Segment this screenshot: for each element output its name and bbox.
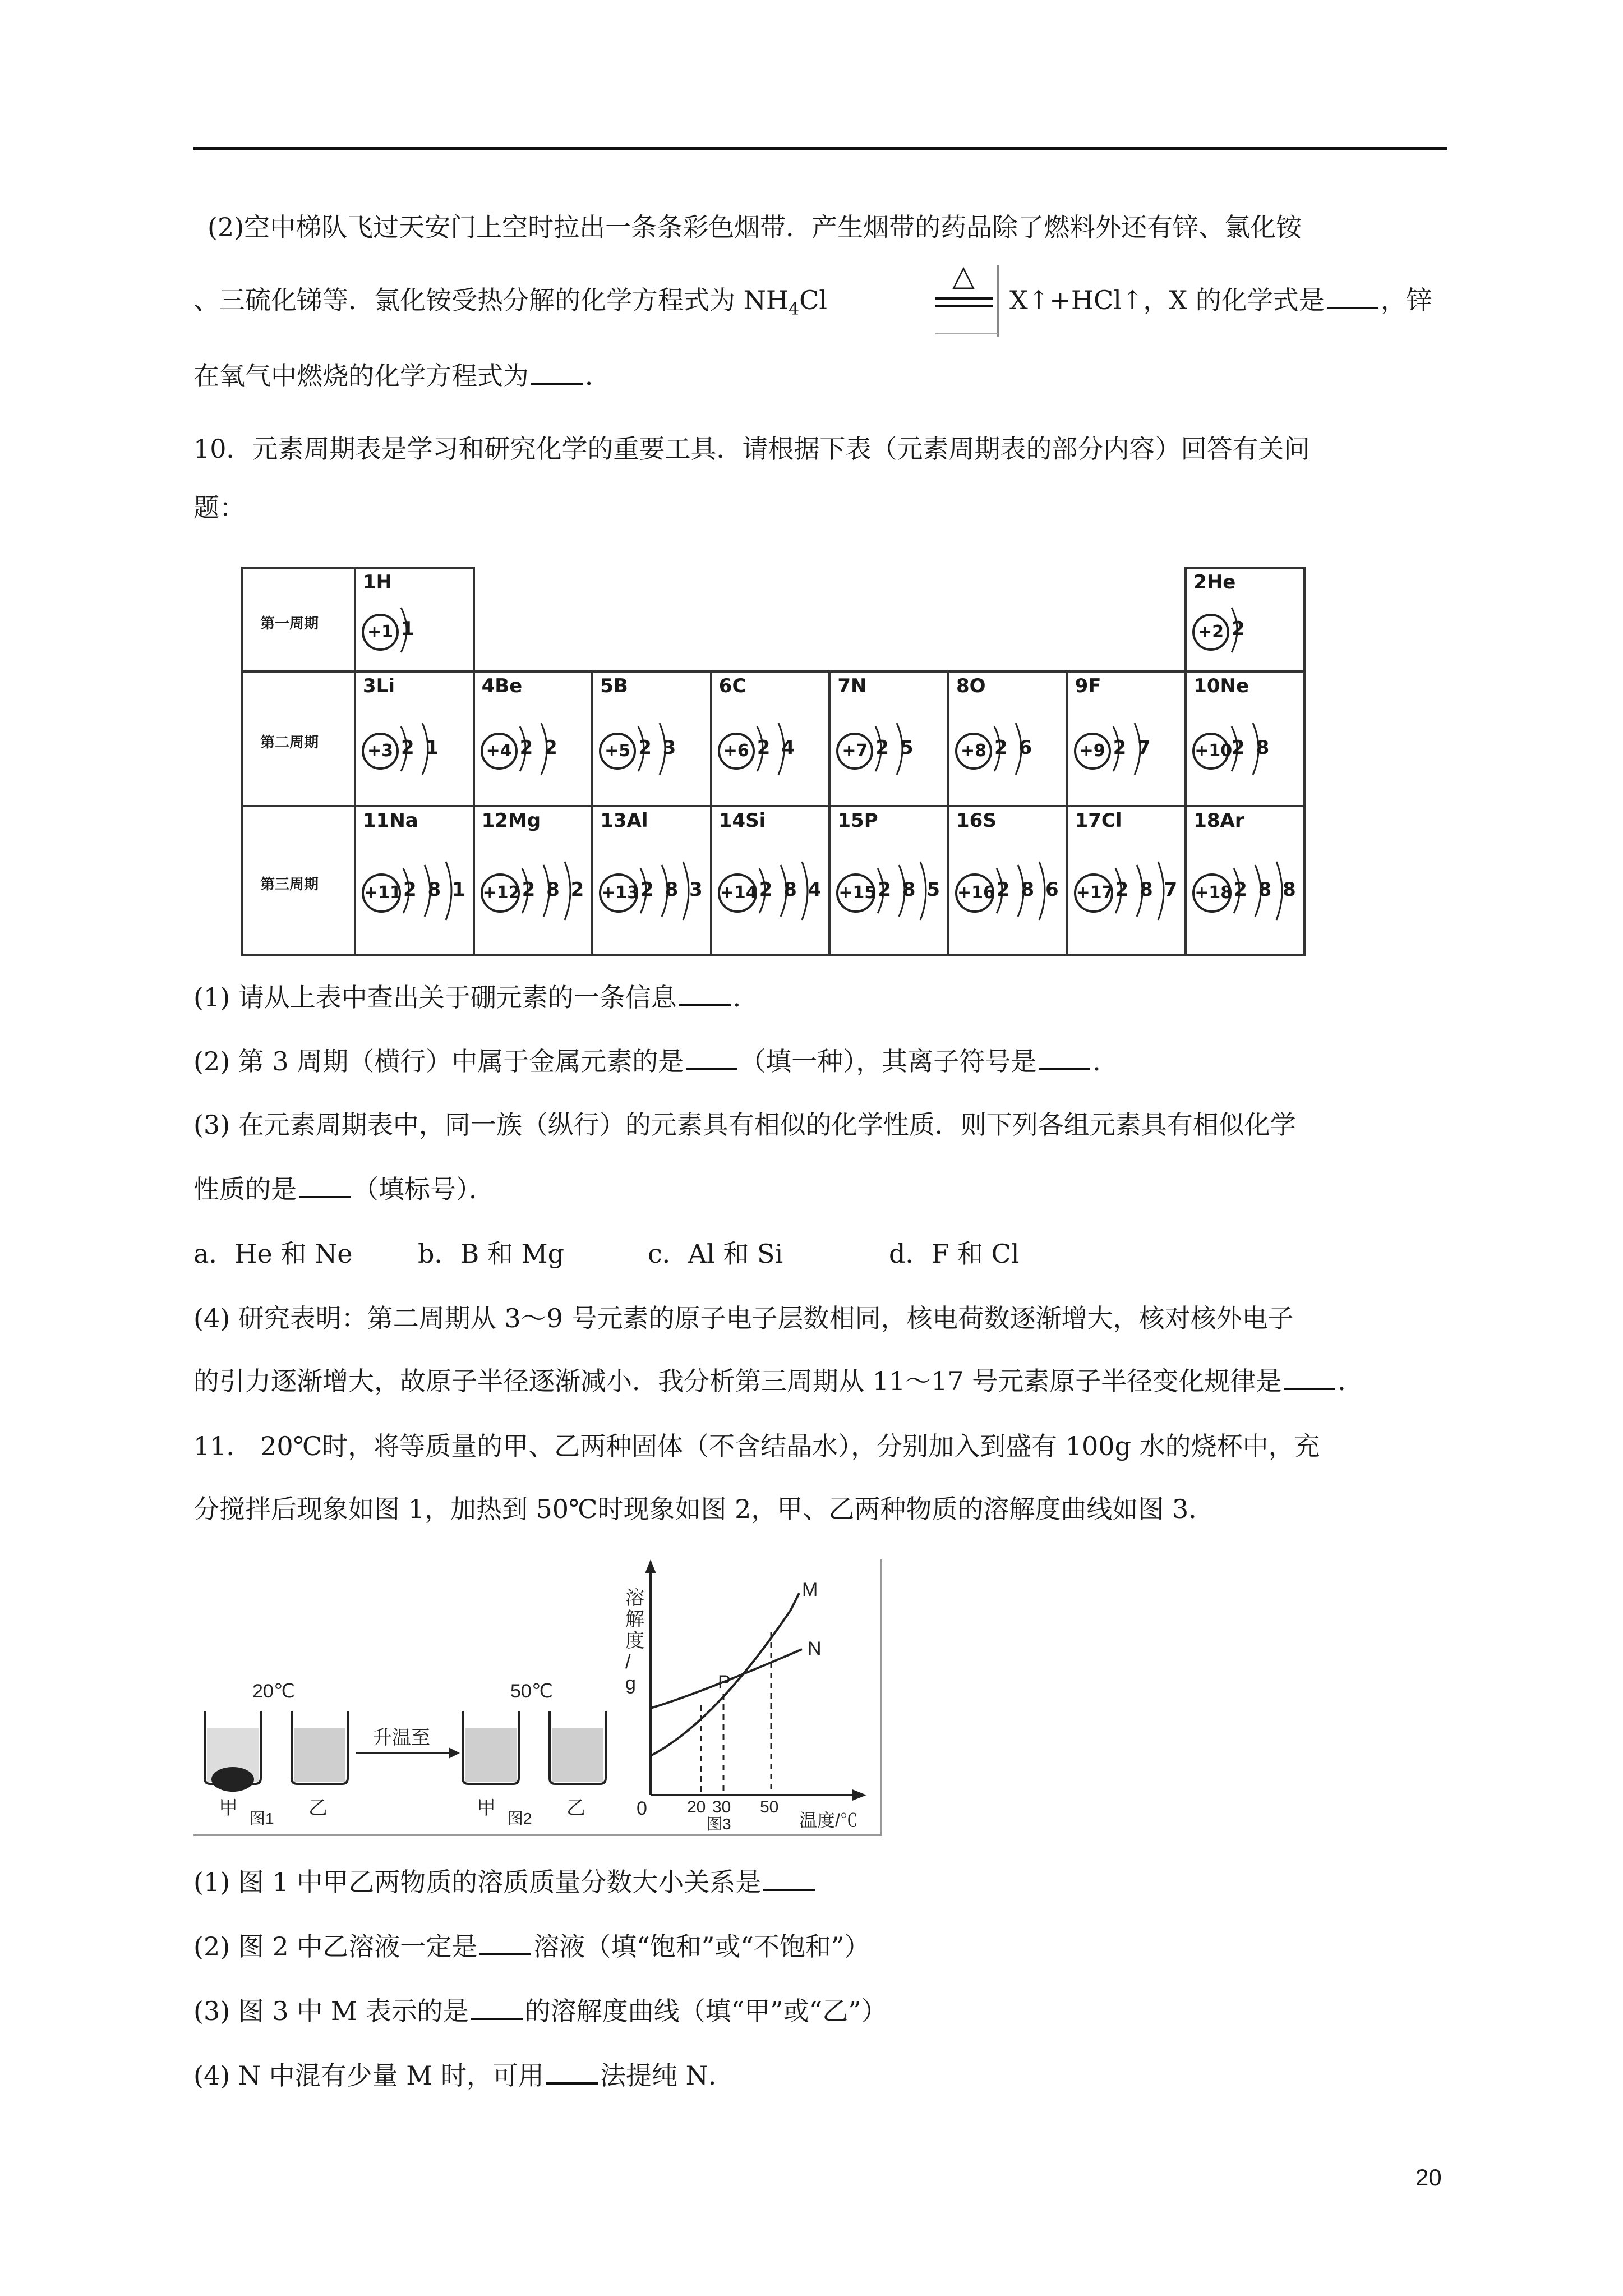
element-cell [473, 805, 594, 956]
element-cell [828, 805, 949, 956]
answer-blank[interactable] [546, 2060, 598, 2085]
answer-blank[interactable] [299, 1174, 351, 1198]
x-tick-0: 0 [637, 1798, 647, 1819]
nucleus-charge: +14 [718, 873, 757, 913]
nucleus-charge: +11 [362, 873, 401, 913]
element-symbol: 3Li [363, 675, 395, 697]
nucleus-charge: +13 [599, 873, 638, 913]
label-fig2: 图2 [508, 1810, 532, 1827]
undissolved-solid [211, 1767, 254, 1792]
label-temp-20: 20℃ [252, 1681, 296, 1702]
answer-blank[interactable] [1327, 284, 1378, 309]
answer-blank[interactable] [471, 1995, 523, 2020]
element-symbol: 1H [363, 571, 393, 593]
element-cell [710, 805, 831, 956]
element-cell [591, 670, 712, 807]
element-cell [1184, 805, 1306, 956]
q9-part2-line3: 在氧气中燃烧的化学方程式为 ． [193, 361, 611, 391]
nucleus-charge: +16 [955, 873, 994, 913]
q11-stem-line2: 分搅拌后现象如图 1，加热到 50℃时现象如图 2，甲、乙两种物质的溶解度曲线如图 3． [193, 1494, 1215, 1524]
nucleus-charge: +4 [481, 733, 518, 770]
answer-blank[interactable] [1284, 1365, 1335, 1390]
element-cell [1184, 567, 1306, 673]
header-rule [193, 147, 1447, 150]
electron-shells: 2 8 1 [403, 878, 468, 901]
answer-blank[interactable] [479, 1931, 531, 1955]
page-number: 20 [1415, 2164, 1442, 2191]
element-cell [354, 805, 475, 956]
q10-stem-line2: 题： [193, 493, 245, 523]
electron-shells: 2 5 [875, 737, 916, 759]
q10-stem-line1: 10．元素周期表是学习和研究化学的重要工具．请根据下表（元素周期表的部分内容）回答有关问 [193, 434, 1310, 464]
option-a: a．He 和 Ne [193, 1239, 353, 1269]
label-temp-50: 50℃ [510, 1681, 554, 1702]
option-c: c．Al 和 Si [648, 1239, 783, 1269]
element-symbol: 11Na [363, 809, 418, 832]
electron-shells: 2 8 6 [997, 878, 1061, 901]
nucleus-charge: +10 [1192, 733, 1229, 770]
electron-shells: 2 3 [638, 737, 679, 759]
element-symbol: 8O [956, 675, 986, 697]
element-symbol: 9F [1075, 675, 1101, 697]
element-symbol: 17Cl [1075, 809, 1122, 832]
period-label-text: 第一周期 [260, 615, 319, 632]
label-curve-n: N [808, 1638, 822, 1659]
answer-blank[interactable] [531, 360, 583, 385]
nucleus-charge: +2 [1192, 614, 1229, 651]
nucleus-charge: +18 [1192, 873, 1232, 913]
element-symbol: 4Be [481, 675, 523, 697]
nucleus-charge: +15 [836, 873, 875, 913]
element-cell [710, 670, 831, 807]
electron-shells: 2 7 [1113, 737, 1153, 759]
period-label-text: 第二周期 [260, 734, 319, 751]
element-symbol: 5B [600, 675, 628, 697]
electron-shells: 2 8 2 [522, 878, 587, 901]
label-point-p: P [718, 1672, 731, 1693]
x-axis-label: 温度/℃ [799, 1810, 858, 1830]
answer-blank[interactable] [686, 1046, 737, 1070]
label-curve-m: M [802, 1579, 818, 1600]
label-fig3: 图3 [707, 1815, 731, 1833]
electron-shells: 2 8 4 [759, 878, 824, 901]
period-row-label [241, 670, 356, 807]
answer-blank[interactable] [679, 982, 731, 1006]
element-symbol: 15P [837, 809, 878, 832]
label-jia-2: 甲 [477, 1797, 496, 1819]
y-axis-label: 溶 解 度 / g [625, 1588, 644, 1694]
option-b: b．B 和 Mg [418, 1239, 565, 1269]
label-yi-2: 乙 [566, 1797, 585, 1819]
period-label-text: 第三周期 [260, 876, 319, 893]
q11-sub3: (3) 图 3 中 M 表示的是 的溶解度曲线（填“甲”或“乙”） [193, 1996, 887, 2026]
nucleus-charge: +7 [836, 733, 873, 770]
answer-blank[interactable] [763, 1866, 815, 1891]
element-symbol: 6C [718, 675, 746, 697]
element-symbol: 16S [956, 809, 997, 832]
electron-shells: 2 2 [519, 737, 560, 759]
element-symbol: 18Ar [1193, 809, 1244, 832]
q11-sub1: (1) 图 1 中甲乙两物质的溶质质量分数大小关系是 [193, 1865, 817, 1899]
electron-shells: 2 6 [994, 737, 1035, 759]
q9-part2-line2-rest: X↑+HCl↑，X 的化学式是 ，锌 [1009, 285, 1432, 315]
nucleus-charge: +3 [362, 733, 399, 770]
element-cell [828, 670, 949, 807]
electron-shells: 2 4 [757, 737, 797, 759]
electron-shells: 2 8 8 [1234, 878, 1298, 901]
q10-sub4-line1: (4) 研究表明：第二周期从 3～9 号元素的原子电子层数相同，核电荷数逐渐增大，核对核外电子 [193, 1303, 1294, 1333]
q10-sub3-line2: 性质的是 （填标号）． [193, 1174, 495, 1204]
element-symbol: 2He [1193, 571, 1236, 593]
electron-shells: 2 1 [401, 737, 441, 759]
answer-blank[interactable] [1039, 1046, 1090, 1070]
electron-shells: 2 [1232, 617, 1247, 640]
label-jia-1: 甲 [219, 1797, 238, 1819]
x-tick-30: 30 [712, 1798, 731, 1816]
electron-shells: 2 8 7 [1115, 878, 1180, 901]
nucleus-charge: +9 [1074, 733, 1111, 770]
period-row-label [241, 805, 356, 956]
q10-options [193, 1237, 1020, 1271]
element-cell [354, 670, 475, 807]
q11-sub2: (2) 图 2 中乙溶液一定是 溶液（填“饱和”或“不饱和”） [193, 1931, 870, 1962]
q10-sub2: (2) 第 3 周期（横行）中属于金属元素的是 （填一种），其离子符号是 ． [193, 1046, 1119, 1076]
solubility-figure [193, 1559, 882, 1836]
element-cell [473, 670, 594, 807]
nucleus-charge: +6 [718, 733, 755, 770]
electron-shells: 1 [401, 617, 417, 640]
nucleus-charge: +12 [481, 873, 520, 913]
element-symbol: 10Ne [1193, 675, 1249, 697]
element-cell [947, 805, 1068, 956]
element-cell [947, 670, 1068, 807]
element-cell [591, 805, 712, 956]
element-symbol: 12Mg [481, 809, 541, 832]
label-fig1: 图1 [250, 1810, 274, 1827]
nucleus-charge: +8 [955, 733, 992, 770]
nucleus-charge: +5 [599, 733, 636, 770]
element-cell [1066, 805, 1187, 956]
element-cell [1066, 670, 1187, 807]
nucleus-charge: +17 [1074, 873, 1113, 913]
element-symbol: 14Si [718, 809, 766, 832]
x-tick-20: 20 [687, 1798, 706, 1816]
periodic-table-excerpt [241, 567, 1306, 954]
q11-sub4: (4) N 中混有少量 M 时，可用 法提纯 N． [193, 2060, 734, 2091]
label-yi-1: 乙 [308, 1797, 328, 1819]
element-symbol: 7N [837, 675, 867, 697]
q10-sub4-line2: 的引力逐渐增大，故原子半径逐渐减小．我分析第三周期从 11～17 号元素原子半径变化规律是 ． [193, 1366, 1364, 1396]
q10-sub1: (1) 请从上表中查出关于硼元素的一条信息 ． [193, 982, 759, 1013]
q10-sub3-line1: (3) 在元素周期表中，同一族（纵行）的元素具有相似的化学性质．则下列各组元素具有相似化学 [193, 1110, 1296, 1140]
q9-part2-line2: 、三硫化锑等．氯化铵受热分解的化学方程式为 $NH_4Cl$ [193, 285, 828, 320]
electron-shells: 2 8 5 [878, 878, 943, 901]
period-row-label [241, 567, 356, 673]
nucleus-charge: +1 [362, 614, 399, 651]
option-d: d．F 和 Cl [889, 1239, 1020, 1269]
electron-shells: 2 8 3 [640, 878, 705, 901]
element-symbol: 13Al [600, 809, 648, 832]
x-tick-50: 50 [760, 1798, 779, 1816]
q9-part2-line1: (2)空中梯队飞过天安门上空时拉出一条条彩色烟带．产生烟带的药品除了燃料外还有锌、氯化铵 [208, 212, 1302, 242]
q11-stem-line1: 11． 20℃时，将等质量的甲、乙两种固体（不含结晶水），分别加入到盛有 100g 水的烧杯中，充 [193, 1431, 1320, 1461]
electron-shells: 2 8 [1232, 737, 1272, 759]
reaction-condition-heat: △ [931, 259, 999, 337]
label-heat-to: 升温至 [373, 1727, 430, 1749]
element-cell [1184, 670, 1306, 807]
element-cell [354, 567, 475, 673]
